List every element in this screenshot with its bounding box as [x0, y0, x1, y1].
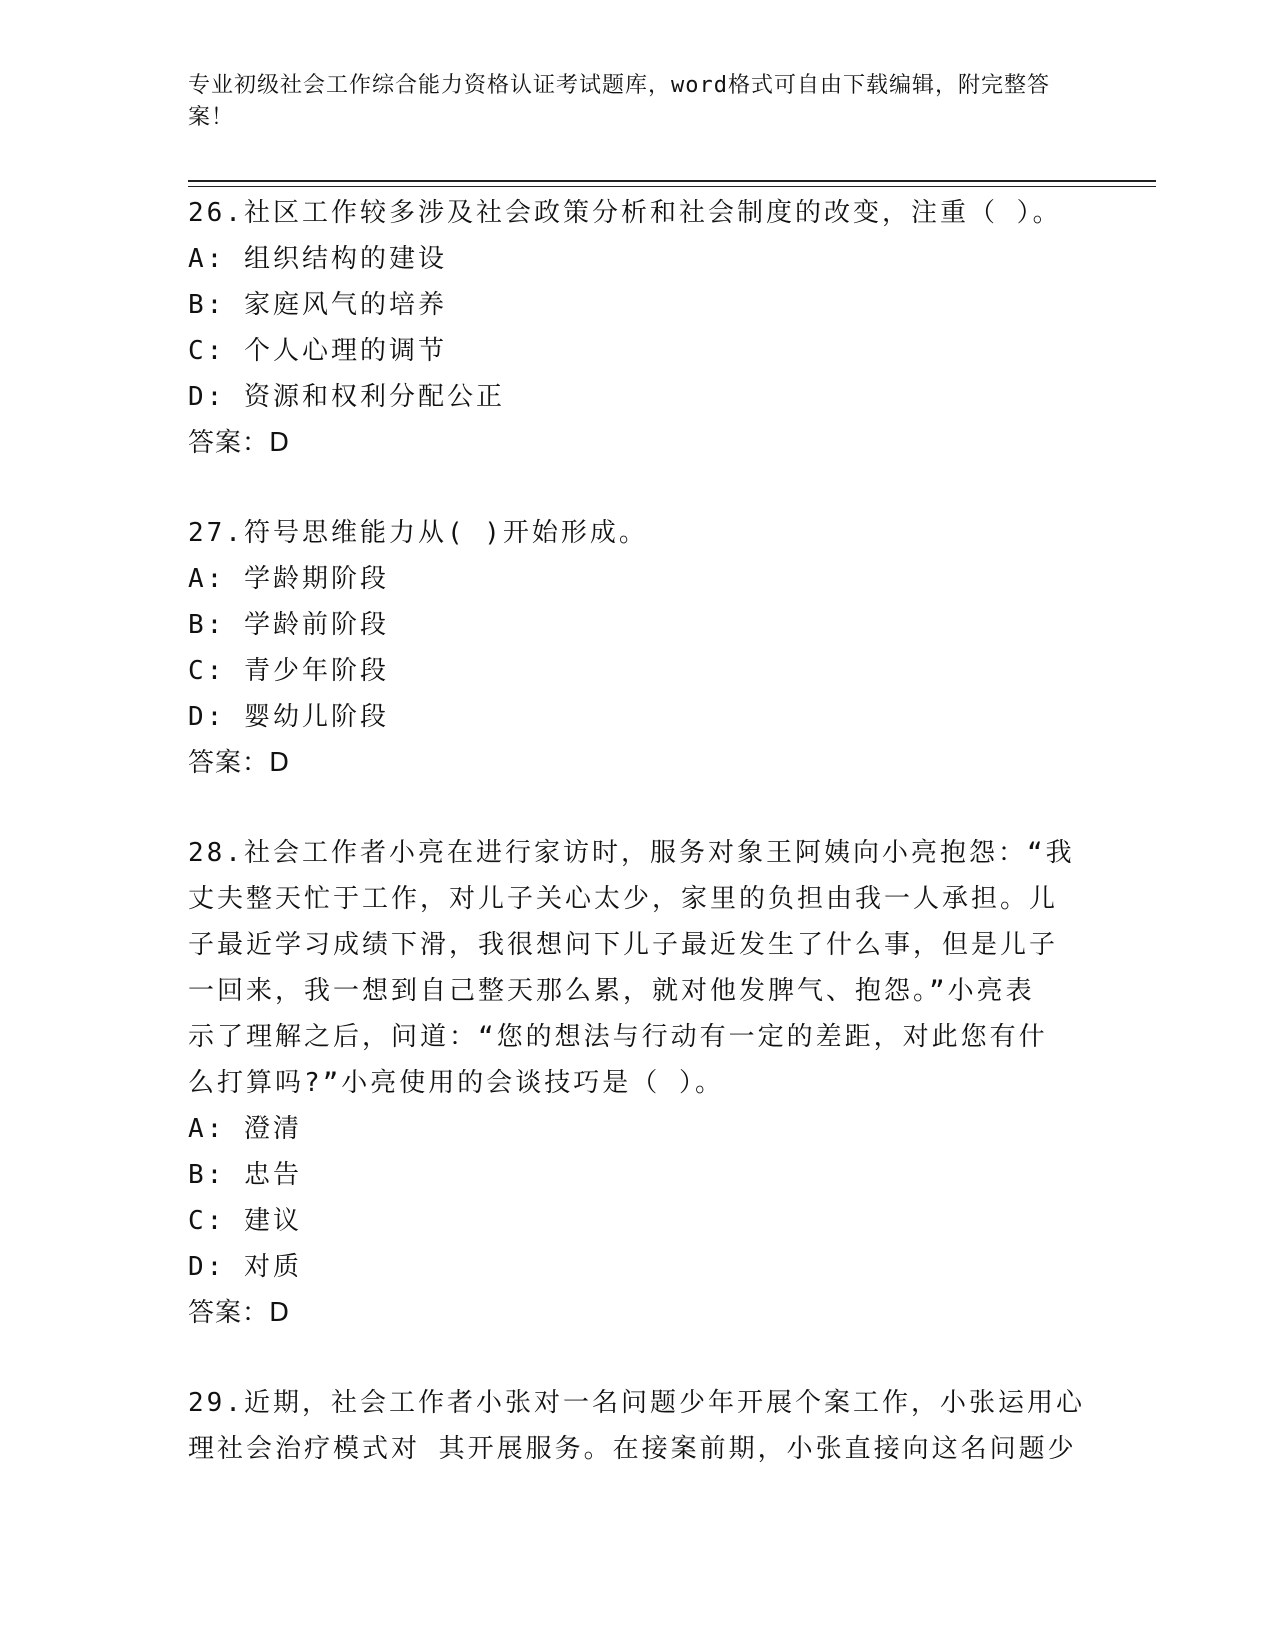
- option-c: C: 青少年阶段: [188, 656, 389, 686]
- answer: 答案：D: [188, 748, 291, 778]
- option-a: A: 学龄期阶段: [188, 564, 389, 594]
- question-stem: 26.社区工作较多涉及社会政策分析和社会制度的改变，注重（ ）。: [188, 198, 1062, 228]
- answer: 答案：D: [188, 1298, 291, 1328]
- answer: 答案：D: [188, 428, 291, 458]
- option-d: D: 资源和权利分配公正: [188, 382, 505, 412]
- option-b: B: 忠告: [188, 1160, 302, 1190]
- option-b: B: 学龄前阶段: [188, 610, 389, 640]
- question-stem-line: 一回来，我一想到自己整天那么累，就对他发脾气、抱怨。”小亮表: [188, 976, 1035, 1006]
- question-27: [188, 510, 1088, 786]
- option-c: C: 建议: [188, 1206, 302, 1236]
- option-c: C: 个人心理的调节: [188, 336, 447, 366]
- question-stem: 27.符号思维能力从( )开始形成。: [188, 518, 648, 548]
- header-divider-thin: [188, 186, 1156, 187]
- question-28: [188, 830, 1088, 1336]
- question-stem-line: 丈夫整天忙于工作，对儿子关心太少，家里的负担由我一人承担。儿: [188, 884, 1059, 914]
- question-stem-line: 示了理解之后，问道：“您的想法与行动有一定的差距，对此您有什: [188, 1022, 1048, 1052]
- option-a: A: 组织结构的建设: [188, 244, 447, 274]
- question-stem-line: 28.社会工作者小亮在进行家访时，服务对象王阿姨向小亮抱怨：“我: [188, 838, 1075, 868]
- question-stem-line: 子最近学习成绩下滑，我很想问下儿子最近发生了什么事，但是儿子: [188, 930, 1059, 960]
- document-header: 专业初级社会工作综合能力资格认证考试题库，word格式可自由下载编辑，附完整答案！: [188, 73, 1050, 130]
- option-d: D: 对质: [188, 1252, 302, 1282]
- option-a: A: 澄清: [188, 1114, 302, 1144]
- question-29: [188, 1380, 1088, 1472]
- question-26: [188, 190, 1088, 466]
- question-stem-line: 理社会治疗模式对 其开展服务。在接案前期，小张直接向这名问题少: [188, 1434, 1077, 1464]
- header-divider: [188, 180, 1156, 182]
- question-stem-line: 么打算吗?”小亮使用的会谈技巧是（ ）。: [188, 1068, 724, 1098]
- option-b: B: 家庭风气的培养: [188, 290, 447, 320]
- question-stem-line: 29.近期，社会工作者小张对一名问题少年开展个案工作，小张运用心: [188, 1388, 1085, 1418]
- option-d: D: 婴幼儿阶段: [188, 702, 389, 732]
